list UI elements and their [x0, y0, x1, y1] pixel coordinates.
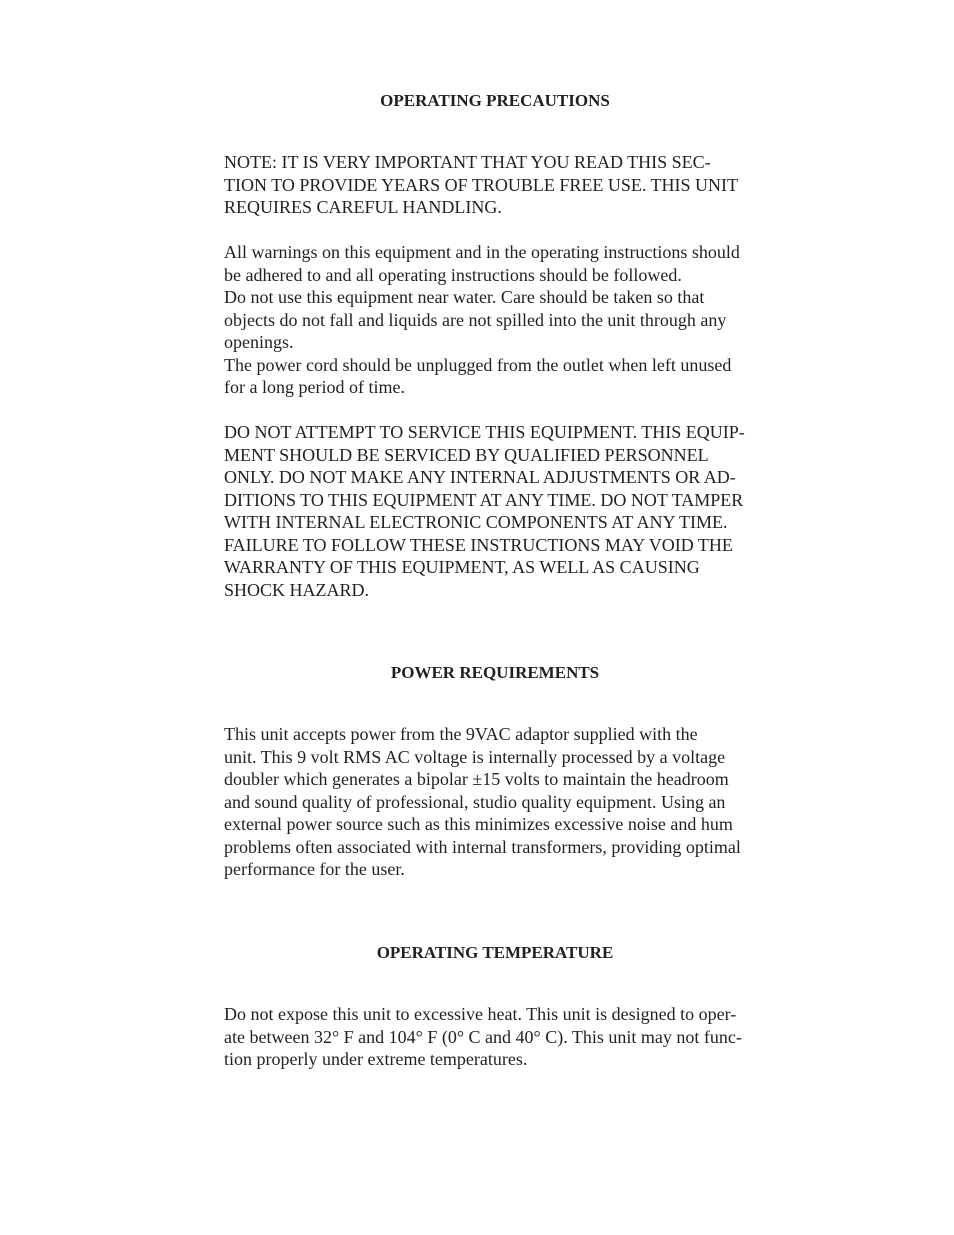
- service-line: WITH INTERNAL ELECTRONIC COMPONENTS AT ANY TIME.: [224, 512, 728, 532]
- warnings-line: objects do not fall and liquids are not spilled into the unit through any: [224, 309, 727, 330]
- service-line: WARRANTY OF THIS EQUIPMENT, AS WELL AS CAUSING: [224, 557, 700, 577]
- warnings-paragraph: [224, 241, 784, 399]
- power-requirements-heading: POWER REQUIREMENTS: [390, 663, 600, 682]
- power-line: unit. This 9 volt RMS AC voltage is internally processed by a voltage: [224, 746, 726, 767]
- power-line: and sound quality of professional, studio quality equipment. Using an: [224, 791, 726, 812]
- power-line: doubler which generates a bipolar ±15 volts to maintain the headroom: [224, 769, 729, 789]
- power-line: problems often associated with internal transformers, providing optimal: [224, 836, 741, 857]
- warnings-line: The power cord should be unplugged from the outlet when left unused: [224, 354, 732, 375]
- service-line: SHOCK HAZARD.: [224, 579, 370, 600]
- power-requirements-paragraph: [224, 723, 784, 881]
- note-line: TION TO PROVIDE YEARS OF TROUBLE FREE USE. THIS UNIT: [224, 174, 739, 195]
- service-line: FAILURE TO FOLLOW THESE INSTRUCTIONS MAY VOID THE: [224, 534, 733, 555]
- operating-temperature-heading: OPERATING TEMPERATURE: [376, 943, 614, 962]
- warnings-line: be adhered to and all operating instructions should be followed.: [224, 264, 682, 285]
- operating-precautions-heading: OPERATING PRECAUTIONS: [380, 91, 610, 110]
- note-line: NOTE: IT IS VERY IMPORTANT THAT YOU READ THIS SEC-: [224, 152, 711, 172]
- note-line: REQUIRES CAREFUL HANDLING.: [224, 197, 502, 217]
- service-line: DITIONS TO THIS EQUIPMENT AT ANY TIME. DO NOT TAMPER: [224, 489, 744, 510]
- power-line: external power source such as this minimizes excessive noise and hum: [224, 814, 733, 834]
- service-line: DO NOT ATTEMPT TO SERVICE THIS EQUIPMENT. THIS EQUIP-: [224, 422, 745, 442]
- power-line: performance for the user.: [224, 859, 405, 879]
- temperature-line: Do not expose this unit to excessive heat. This unit is designed to oper-: [224, 1004, 737, 1024]
- temperature-line: tion properly under extreme temperatures.: [224, 1049, 528, 1069]
- temperature-line: ate between 32° F and 104° F (0° C and 40° C). This unit may not func-: [224, 1026, 742, 1047]
- warnings-line: for a long period of time.: [224, 377, 405, 397]
- service-warning-paragraph: [224, 421, 784, 601]
- warnings-line: Do not use this equipment near water. Care should be taken so that: [224, 287, 705, 307]
- warnings-line: openings.: [224, 332, 294, 352]
- service-line: ONLY. DO NOT MAKE ANY INTERNAL ADJUSTMENTS OR AD-: [224, 467, 736, 487]
- power-line: This unit accepts power from the 9VAC adaptor supplied with the: [224, 724, 698, 744]
- important-note-paragraph: [224, 151, 784, 219]
- operating-temperature-paragraph: [224, 1003, 784, 1071]
- warnings-line: All warnings on this equipment and in the operating instructions should: [224, 242, 740, 262]
- service-line: MENT SHOULD BE SERVICED BY QUALIFIED PERSONNEL: [224, 444, 709, 465]
